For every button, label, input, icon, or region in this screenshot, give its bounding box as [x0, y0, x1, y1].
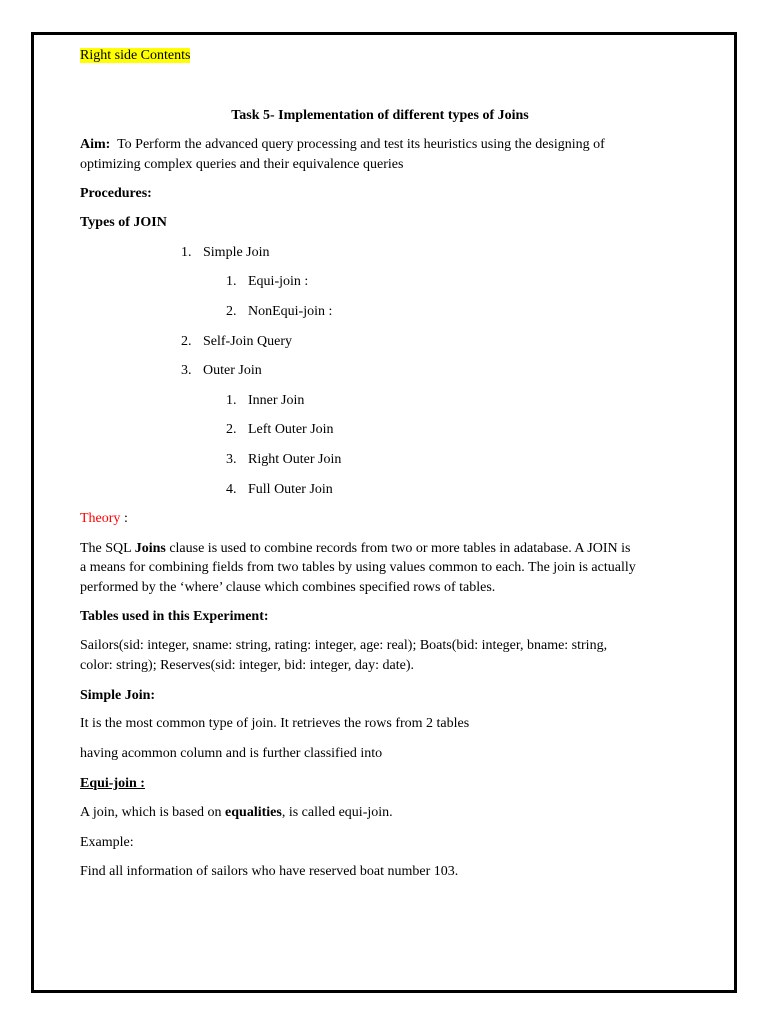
simple-join-heading: Simple Join:: [80, 688, 156, 703]
list-label: Self-Join Query: [203, 334, 293, 349]
theory-heading: [80, 509, 128, 529]
list-label: Left Outer Join: [248, 422, 334, 437]
list-number: 2.: [226, 304, 237, 319]
theory-label: Theory: [80, 511, 121, 526]
types-heading: Types of JOIN: [80, 215, 167, 230]
list-number: 4.: [226, 482, 237, 497]
procedures-heading: Procedures:: [80, 186, 152, 201]
list-label: Outer Join: [203, 363, 262, 378]
theory-line-1: [80, 539, 630, 559]
page-title: Task 5- Implementation of different types of Joins: [231, 108, 529, 123]
tables-line-2: color: string); Reserves(sid: integer, bid: integer, day: date).: [80, 658, 415, 673]
list-item-equi-join: [226, 272, 308, 292]
page-border: [31, 32, 737, 993]
list-number: 1.: [181, 245, 192, 260]
aim-text-1: To Perform the advanced query processing and test its heuristics using the designing of: [117, 137, 605, 152]
header-note-highlight: Right side Contents: [80, 48, 191, 63]
tables-heading: Tables used in this Experiment:: [80, 609, 269, 624]
theory-line-3: performed by the ‘where’ clause which combines specified rows of tables.: [80, 580, 496, 595]
list-number: 2.: [181, 334, 192, 349]
list-number: 1.: [226, 393, 237, 408]
theory-text-bold: Joins: [134, 541, 166, 556]
simple-join-line-2: having acommon column and is further classified into: [80, 746, 383, 761]
theory-colon: :: [120, 511, 128, 526]
list-number: 2.: [226, 422, 237, 437]
example-text: Find all information of sailors who have reserved boat number 103.: [80, 864, 459, 879]
equi-join-text-pre: A join, which is based on: [80, 805, 226, 820]
aim-line-2: optimizing complex queries and their equivalence queries: [80, 157, 404, 172]
theory-line-2: a means for combining fields from two tables by using values common to each. The join is actually: [80, 560, 636, 575]
tables-line-1: Sailors(sid: integer, sname: string, rating: integer, age: real); Boats(bid: integer, bname: string,: [80, 638, 608, 653]
list-item-simple-join: [181, 243, 270, 263]
simple-join-line-1: It is the most common type of join. It retrieves the rows from 2 tables: [80, 716, 470, 731]
list-label: Equi-join :: [248, 274, 309, 289]
list-item-self-join: [181, 332, 292, 352]
list-label: Simple Join: [203, 245, 270, 260]
list-item-nonequi-join: [226, 302, 332, 322]
list-label: Right Outer Join: [248, 452, 342, 467]
list-item-right-outer-join: [226, 450, 341, 470]
equi-join-text-bold: equalities: [225, 805, 282, 820]
theory-text-pre: The SQL: [80, 541, 135, 556]
theory-text-post: clause is used to combine records from two or more tables in adatabase. A JOIN is: [165, 541, 631, 556]
list-item-left-outer-join: [226, 420, 334, 440]
example-label: Example:: [80, 835, 134, 850]
list-number: 3.: [181, 363, 192, 378]
list-label: NonEqui-join :: [248, 304, 333, 319]
list-item-inner-join: [226, 391, 304, 411]
list-item-full-outer-join: [226, 480, 333, 500]
equi-join-text-post: , is called equi-join.: [281, 805, 393, 820]
list-label: Full Outer Join: [248, 482, 333, 497]
header-note: [80, 46, 190, 66]
aim-line-1: [80, 135, 605, 155]
list-item-outer-join: [181, 361, 262, 381]
list-number: 1.: [226, 274, 237, 289]
equi-join-heading: Equi-join :: [80, 776, 145, 791]
aim-label: Aim:: [80, 137, 111, 152]
list-number: 3.: [226, 452, 237, 467]
equi-join-text: [80, 803, 393, 823]
list-label: Inner Join: [248, 393, 305, 408]
